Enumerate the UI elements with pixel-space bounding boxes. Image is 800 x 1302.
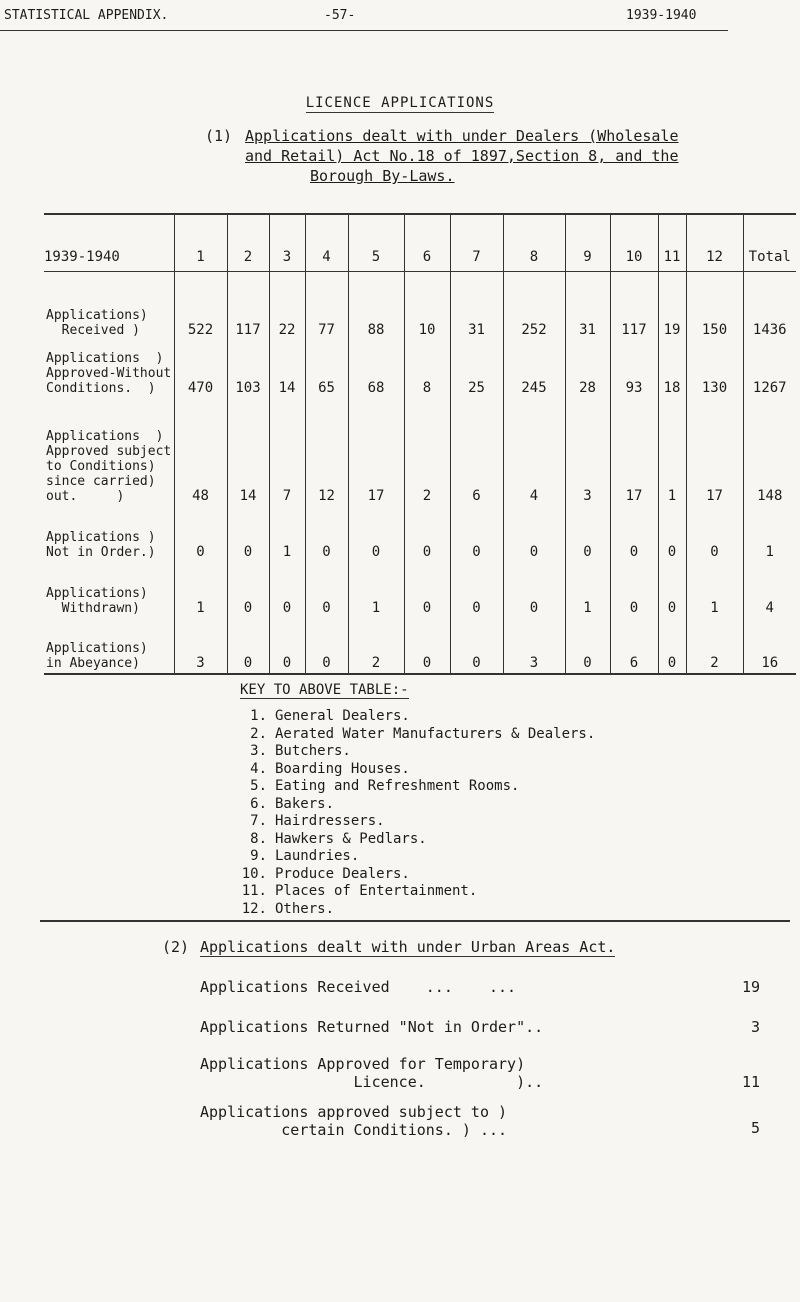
table-cell: 3 <box>503 618 565 674</box>
table-cell: 148 <box>743 398 796 506</box>
row-label: Applications ) Approved-Without Conditions. ) <box>46 350 172 396</box>
table-cell: 28 <box>565 340 610 398</box>
table-cell: 0 <box>227 618 269 674</box>
table-body <box>44 272 796 674</box>
table-cell: 1436 <box>743 272 796 340</box>
table-cell: 14 <box>269 340 305 398</box>
header-rule <box>0 30 728 31</box>
table-cell: 130 <box>686 340 743 398</box>
section-2-item: Applications Received ... ... <box>200 978 517 996</box>
key-title: KEY TO ABOVE TABLE:- <box>240 682 409 698</box>
key-item <box>235 901 595 919</box>
key-item <box>235 743 595 761</box>
key-item <box>235 813 595 831</box>
table-cell: 0 <box>305 562 348 618</box>
table-cell: 0 <box>227 506 269 562</box>
table-column-header: 10 <box>610 214 658 272</box>
key-item <box>235 796 595 814</box>
key-rule <box>40 920 790 922</box>
key-item <box>235 761 595 779</box>
table-cell: 1 <box>565 562 610 618</box>
table-cell: 77 <box>305 272 348 340</box>
section-2-value: 11 <box>741 1073 760 1091</box>
section-1-number: (1) <box>205 127 233 145</box>
table-cell: 16 <box>743 618 796 674</box>
table-cell: 2 <box>348 618 404 674</box>
table-cell: 0 <box>686 506 743 562</box>
table-cell: 31 <box>565 272 610 340</box>
table-cell: 1 <box>174 562 227 618</box>
section-2-item: Applications Returned "Not in Order".. <box>200 1018 544 1036</box>
licence-table <box>44 213 796 675</box>
page-title: LICENCE APPLICATIONS <box>305 95 495 111</box>
table-cell: 0 <box>610 506 658 562</box>
section-2-value: 5 <box>750 1119 760 1137</box>
section-2-value: 3 <box>750 1018 760 1036</box>
table-column-header: 2 <box>227 214 269 272</box>
table-cell: 0 <box>610 562 658 618</box>
section-1-line: and Retail) Act No.18 of 1897,Section 8, and the <box>245 147 679 165</box>
table-column-header: 8 <box>503 214 565 272</box>
table-cell: 0 <box>348 506 404 562</box>
key-number: 3. <box>250 743 267 759</box>
key-number: 10. <box>241 865 267 882</box>
table-cell: 19 <box>658 272 686 340</box>
key-text: Hairdressers. <box>275 813 385 829</box>
section-2 <box>162 938 760 1139</box>
table-column-header: 1 <box>174 214 227 272</box>
row-label: Applications ) Not in Order.) <box>46 529 156 560</box>
table-cell: 0 <box>404 562 450 618</box>
table-cell: 14 <box>227 398 269 506</box>
table-cell: 0 <box>450 562 503 618</box>
page-number: -57- <box>324 8 356 23</box>
table-cell: 1 <box>686 562 743 618</box>
key-number: 5. <box>250 778 267 794</box>
key-text: Produce Dealers. <box>275 865 410 882</box>
table-cell: 0 <box>305 506 348 562</box>
table-cell: 25 <box>450 340 503 398</box>
table-cell: 0 <box>227 562 269 618</box>
key-text: Bakers. <box>275 795 335 812</box>
table-cell: 252 <box>503 272 565 340</box>
key-item <box>235 708 595 726</box>
table-cell: 0 <box>305 618 348 674</box>
key-item <box>235 883 595 901</box>
table-cell: 0 <box>404 618 450 674</box>
table-column-header: 9 <box>565 214 610 272</box>
key-text: Others. <box>275 900 335 917</box>
table-cell: 6 <box>610 618 658 674</box>
key-text: Places of Entertainment. <box>275 883 478 899</box>
key-item <box>235 778 595 796</box>
table-row <box>44 506 796 562</box>
table-cell: 0 <box>269 562 305 618</box>
key-text: Laundries. <box>275 848 360 864</box>
table-cell: 0 <box>565 618 610 674</box>
section-2-number: (2) <box>162 938 190 956</box>
key-item <box>235 831 595 849</box>
table-cell: 245 <box>503 340 565 398</box>
table-row <box>44 272 796 340</box>
table-cell: 68 <box>348 340 404 398</box>
table-cell: 1 <box>269 506 305 562</box>
table-cell: 0 <box>503 506 565 562</box>
table-row <box>44 340 796 398</box>
row-label: Applications) Withdrawn) <box>46 585 148 616</box>
table-year-header: 1939-1940 <box>44 214 174 272</box>
table-cell: 0 <box>174 506 227 562</box>
table-cell: 0 <box>658 618 686 674</box>
table-cell: 0 <box>450 618 503 674</box>
table-cell: 1 <box>348 562 404 618</box>
key-item <box>235 726 595 744</box>
table-cell: 0 <box>658 562 686 618</box>
table-column-header: 4 <box>305 214 348 272</box>
table-cell: 470 <box>174 340 227 398</box>
key-number: 8. <box>250 830 267 847</box>
key-number: 9. <box>250 848 267 864</box>
table-cell: 10 <box>404 272 450 340</box>
section-1-heading <box>205 126 785 186</box>
section-2-heading: Applications dealt with under Urban Areas Act. <box>200 938 616 956</box>
table-cell: 2 <box>404 398 450 506</box>
table-cell: 1267 <box>743 340 796 398</box>
table-cell: 117 <box>227 272 269 340</box>
table-cell: 17 <box>686 398 743 506</box>
section-2-item: Applications approved subject to ) certain Conditions. ) ... <box>200 1103 508 1139</box>
section-2-item: Applications Approved for Temporary) Licence. ).. <box>200 1055 544 1091</box>
key-number: 12. <box>241 900 267 917</box>
key-item <box>235 848 595 866</box>
table-cell: 117 <box>610 272 658 340</box>
table-cell: 0 <box>269 618 305 674</box>
table-cell: 0 <box>503 562 565 618</box>
section-1-line: Applications dealt with under Dealers (Wholesale <box>245 127 679 145</box>
row-label: Applications ) Approved subject to Conditions) since carried) out. ) <box>46 428 172 504</box>
key-number: 1. <box>250 708 267 724</box>
table-cell: 2 <box>686 618 743 674</box>
table-cell: 7 <box>269 398 305 506</box>
table-column-header: 6 <box>404 214 450 272</box>
table-cell: 4 <box>503 398 565 506</box>
table-row <box>44 618 796 674</box>
table-row <box>44 398 796 506</box>
row-label: Applications) in Abeyance) <box>44 618 174 674</box>
table-cell: 0 <box>658 506 686 562</box>
table-column-header: 11 <box>658 214 686 272</box>
key-number: 6. <box>250 795 267 812</box>
key-text: Eating and Refreshment Rooms. <box>275 778 520 794</box>
key-text: Boarding Houses. <box>275 760 410 777</box>
table-cell: 18 <box>658 340 686 398</box>
table-cell: 0 <box>565 506 610 562</box>
table-cell: 31 <box>450 272 503 340</box>
key-list <box>235 708 595 918</box>
table-column-header: Total <box>743 214 796 272</box>
table-column-header: 7 <box>450 214 503 272</box>
applications-table <box>44 213 796 675</box>
table-cell: 8 <box>404 340 450 398</box>
table-cell: 522 <box>174 272 227 340</box>
key-number: 11. <box>241 883 267 899</box>
table-cell: 12 <box>305 398 348 506</box>
table-cell: 48 <box>174 398 227 506</box>
key-text: Butchers. <box>275 743 351 759</box>
table-cell: 4 <box>743 562 796 618</box>
table-cell: 0 <box>450 506 503 562</box>
page-header <box>0 4 800 30</box>
key-text: Hawkers & Pedlars. <box>275 830 427 847</box>
table-cell: 103 <box>227 340 269 398</box>
table-header-row <box>44 214 796 272</box>
section-2-value: 19 <box>741 978 760 996</box>
table-cell: 3 <box>174 618 227 674</box>
table-row <box>44 562 796 618</box>
header-year: 1939-1940 <box>626 8 697 23</box>
row-label: Applications) Received ) <box>46 307 148 338</box>
key-number: 7. <box>250 813 267 829</box>
table-cell: 88 <box>348 272 404 340</box>
table-cell: 65 <box>305 340 348 398</box>
table-cell: 17 <box>610 398 658 506</box>
table-cell: 0 <box>404 506 450 562</box>
table-cell: 17 <box>348 398 404 506</box>
section-1-line: Borough By-Laws. <box>310 167 455 185</box>
table-cell: 1 <box>658 398 686 506</box>
table-cell: 3 <box>565 398 610 506</box>
header-left: STATISTICAL APPENDIX. <box>4 8 169 23</box>
key-item <box>235 866 595 884</box>
table-column-header: 5 <box>348 214 404 272</box>
key-text: Aerated Water Manufacturers & Dealers. <box>275 725 596 742</box>
key-number: 4. <box>250 760 267 777</box>
table-cell: 93 <box>610 340 658 398</box>
table-cell: 150 <box>686 272 743 340</box>
table-column-header: 3 <box>269 214 305 272</box>
key-text: General Dealers. <box>275 708 410 724</box>
table-cell: 1 <box>743 506 796 562</box>
table-cell: 22 <box>269 272 305 340</box>
table-cell: 6 <box>450 398 503 506</box>
table-column-header: 12 <box>686 214 743 272</box>
key-number: 2. <box>250 725 267 742</box>
